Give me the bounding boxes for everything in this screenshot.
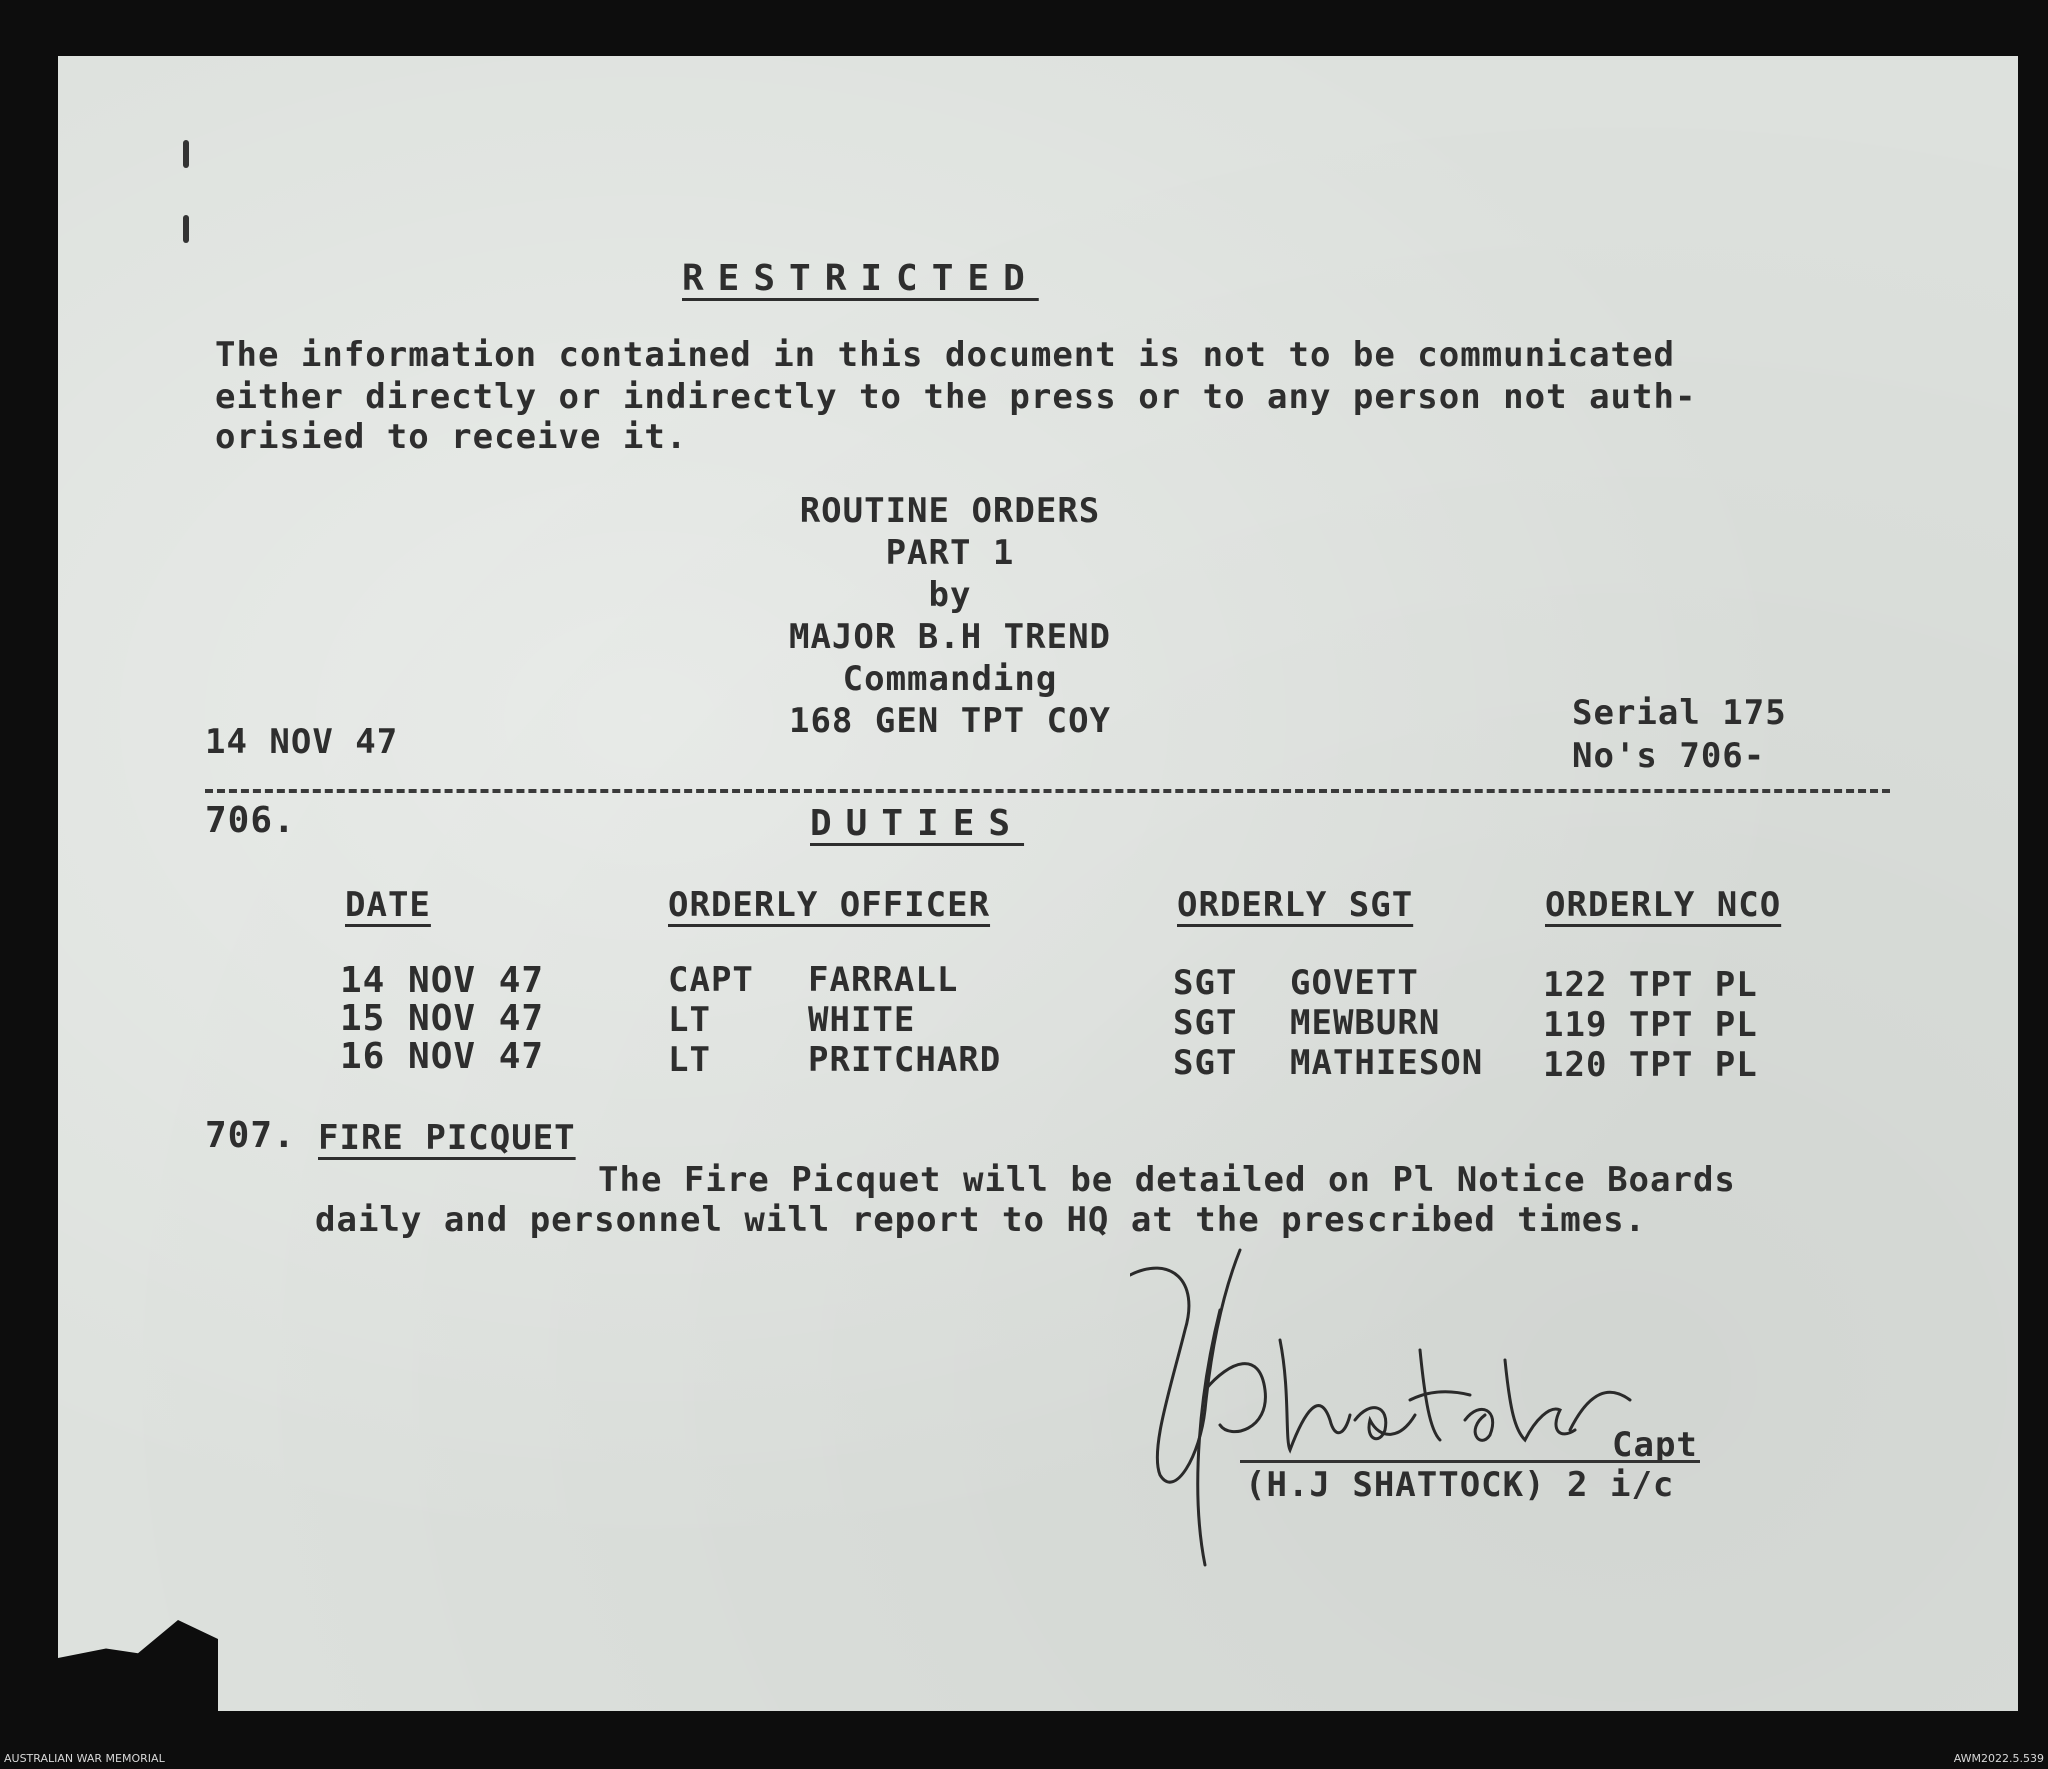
archive-footer-right: AWM2022.5.539: [1953, 1752, 2044, 1765]
sgt-rank: SGT: [1173, 1043, 1238, 1083]
nco-platoon: 120 TPT PL: [1543, 1045, 1758, 1085]
column-header-nco: ORDERLY NCO: [1545, 885, 1782, 925]
officer-rank: LT: [668, 1040, 711, 1080]
title-line: by: [928, 575, 972, 615]
fire-picquet-text: daily and personnel will report to HQ at the prescribed times.: [315, 1200, 1647, 1240]
restriction-notice-line: either directly or indirectly to the press or to any person not auth-: [215, 377, 1697, 417]
duties-heading: DUTIES: [810, 803, 1025, 844]
punch-mark: [183, 215, 189, 243]
order-date: 14 NOV 47: [205, 722, 399, 762]
classification-heading: RESTRICTED: [682, 258, 1039, 299]
document-page: [58, 56, 2018, 1711]
nco-platoon: 119 TPT PL: [1543, 1005, 1758, 1045]
officer-name: PRITCHARD: [808, 1040, 1002, 1080]
title-line: MAJOR B.H TREND: [788, 617, 1112, 657]
sgt-name: MEWBURN: [1290, 1003, 1441, 1043]
column-header-sgt: ORDERLY SGT: [1177, 885, 1414, 925]
order-numbers: No's 706-: [1572, 736, 1766, 776]
serial-number: Serial 175: [1572, 693, 1787, 733]
column-header-officer: ORDERLY OFFICER: [668, 885, 991, 925]
duty-date: 14 NOV 47: [340, 960, 545, 1001]
fire-picquet-heading: FIRE PICQUET: [318, 1118, 576, 1158]
sgt-rank: SGT: [1173, 1003, 1238, 1043]
handwritten-signature: [1130, 1240, 1690, 1580]
punch-mark: [183, 140, 189, 168]
title-line: Commanding: [842, 659, 1058, 699]
sgt-rank: SGT: [1173, 963, 1238, 1003]
duty-date: 16 NOV 47: [340, 1036, 545, 1077]
sgt-name: GOVETT: [1290, 963, 1419, 1003]
duty-date: 15 NOV 47: [340, 998, 545, 1039]
column-header-date: DATE: [345, 885, 431, 925]
title-line: PART 1: [885, 533, 1015, 573]
officer-rank: LT: [668, 1000, 711, 1040]
title-line: ROUTINE ORDERS: [799, 491, 1101, 531]
signatory-rank: Capt: [1612, 1425, 1698, 1465]
nco-platoon: 122 TPT PL: [1543, 965, 1758, 1005]
archive-footer-left: AUSTRALIAN WAR MEMORIAL: [4, 1752, 165, 1765]
signatory-name: (H.J SHATTOCK) 2 i/c: [1245, 1465, 1675, 1505]
order-number: 707.: [205, 1115, 296, 1156]
fire-picquet-text: The Fire Picquet will be detailed on Pl Notice Boards: [598, 1160, 1736, 1200]
title-block: [700, 490, 1200, 742]
restriction-notice-line: orisied to receive it.: [215, 417, 688, 457]
order-number: 706.: [205, 800, 296, 841]
sgt-name: MATHIESON: [1290, 1043, 1484, 1083]
title-line: 168 GEN TPT COY: [788, 701, 1112, 741]
officer-name: WHITE: [808, 1000, 916, 1040]
officer-rank: CAPT: [668, 960, 754, 1000]
restriction-notice-line: The information contained in this document is not to be communicated: [215, 335, 1675, 375]
divider-line: [205, 789, 1890, 793]
officer-name: FARRALL: [808, 960, 959, 1000]
signature-underline: [1240, 1460, 1700, 1463]
